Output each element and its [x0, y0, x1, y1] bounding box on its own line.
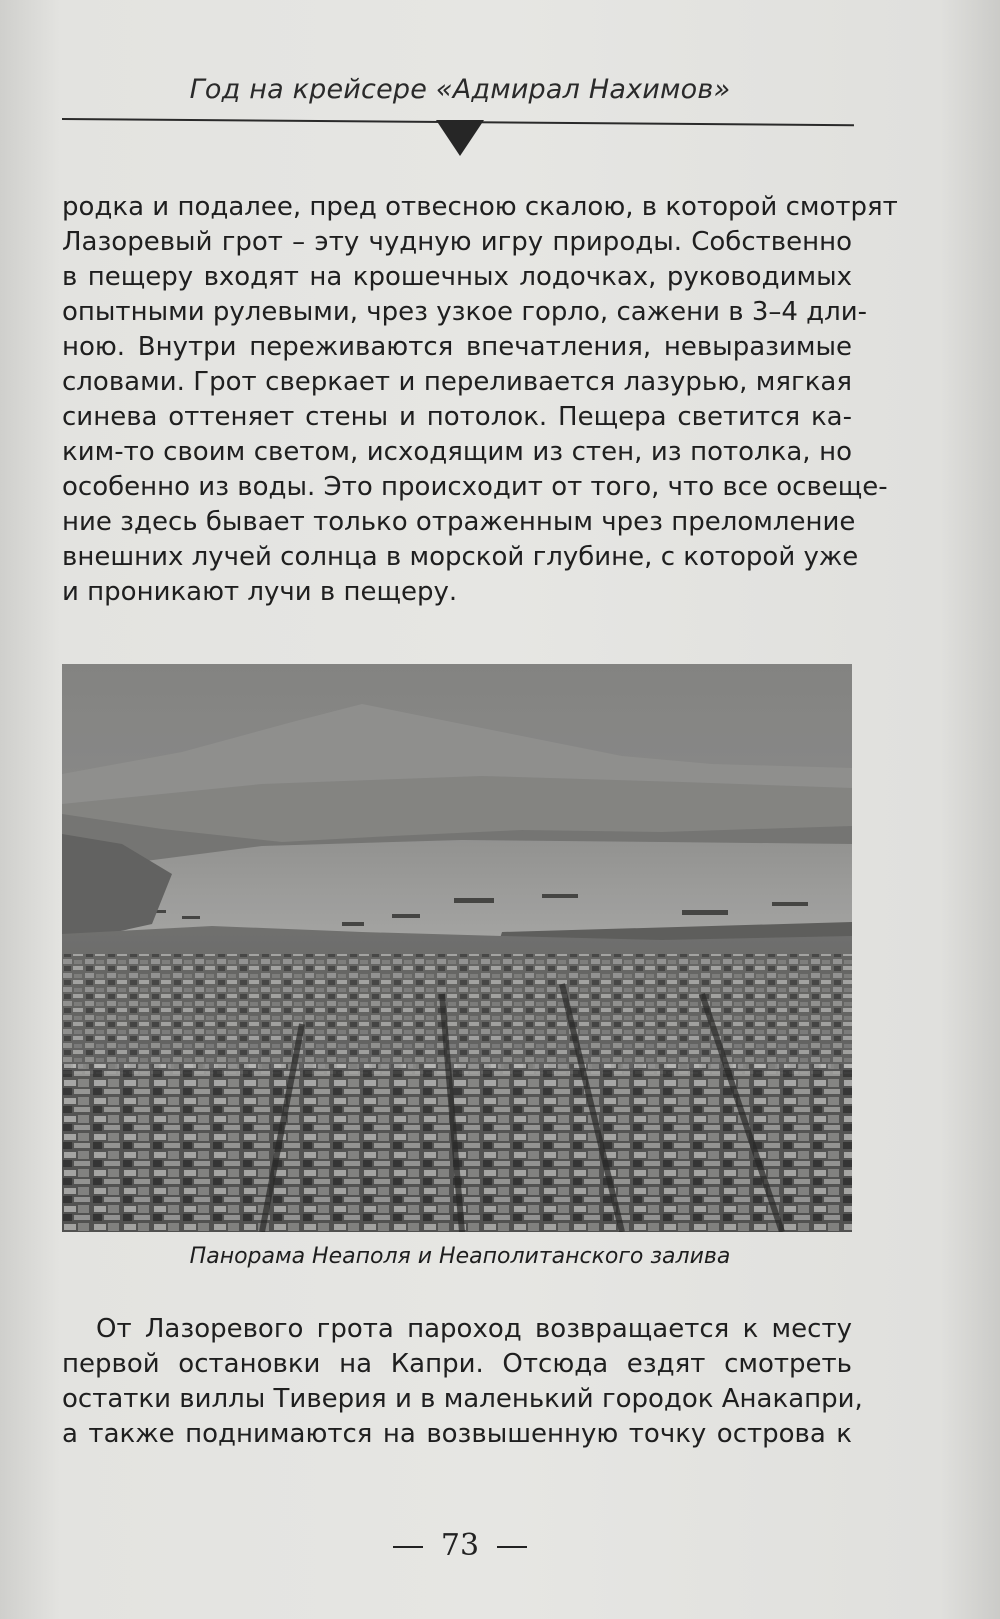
panorama-illustration [62, 664, 852, 1232]
running-head-title: Год на крейсере «Адмирал Нахимов» [189, 74, 731, 105]
folio-dash-right [497, 1546, 527, 1548]
folio-dash-left [393, 1546, 423, 1548]
text-line: синева оттеняет стены и потолок. Пещера светится ка- [62, 402, 852, 432]
page-number [0, 1528, 920, 1563]
text-line: От Лазоревого грота пароход возвращается к месту [96, 1314, 852, 1344]
text-line: а также поднимаются на возвышенную точку острова к [62, 1419, 852, 1449]
text-line: Лазоревый грот – эту чудную игру природы. Собственно [62, 227, 852, 257]
paragraph-2 [62, 1312, 863, 1452]
text-line: первой остановки на Капри. Отсюда ездят смотреть [62, 1349, 852, 1379]
paragraph-1 [62, 190, 898, 610]
text-line: особенно из воды. Это происходит от того, что все освеще- [62, 472, 888, 502]
text-line: в пещеру входят на крошечных лодочках, руководимых [62, 262, 852, 292]
text-line: ною. Внутри переживаются впечатления, невыразимые [62, 332, 852, 362]
text-line: остатки виллы Тиверия и в маленький городок Анакапри, [62, 1384, 863, 1414]
text-line: ние здесь бывает только отраженным чрез преломление [62, 507, 856, 537]
naples-panorama-photo [62, 664, 852, 1232]
text-line: родка и подалее, пред отвесною скалою, в которой смотрят [62, 192, 898, 222]
page-number-value: 73 [440, 1528, 480, 1563]
photo-caption: Панорама Неаполя и Неаполитанского залива [189, 1244, 731, 1269]
text-line: внешних лучей солнца в морской глубине, с которой уже [62, 542, 859, 572]
text-line: словами. Грот сверкает и переливается лазурью, мягкая [62, 367, 852, 397]
text-line: и проникают лучи в пещеру. [62, 577, 458, 607]
text-line: ким-то своим светом, исходящим из стен, из потолка, но [62, 437, 852, 467]
header-ornament-triangle-icon [436, 120, 484, 156]
text-line: опытными рулевыми, чрез узкое горло, сажени в 3–4 дли- [62, 297, 868, 327]
